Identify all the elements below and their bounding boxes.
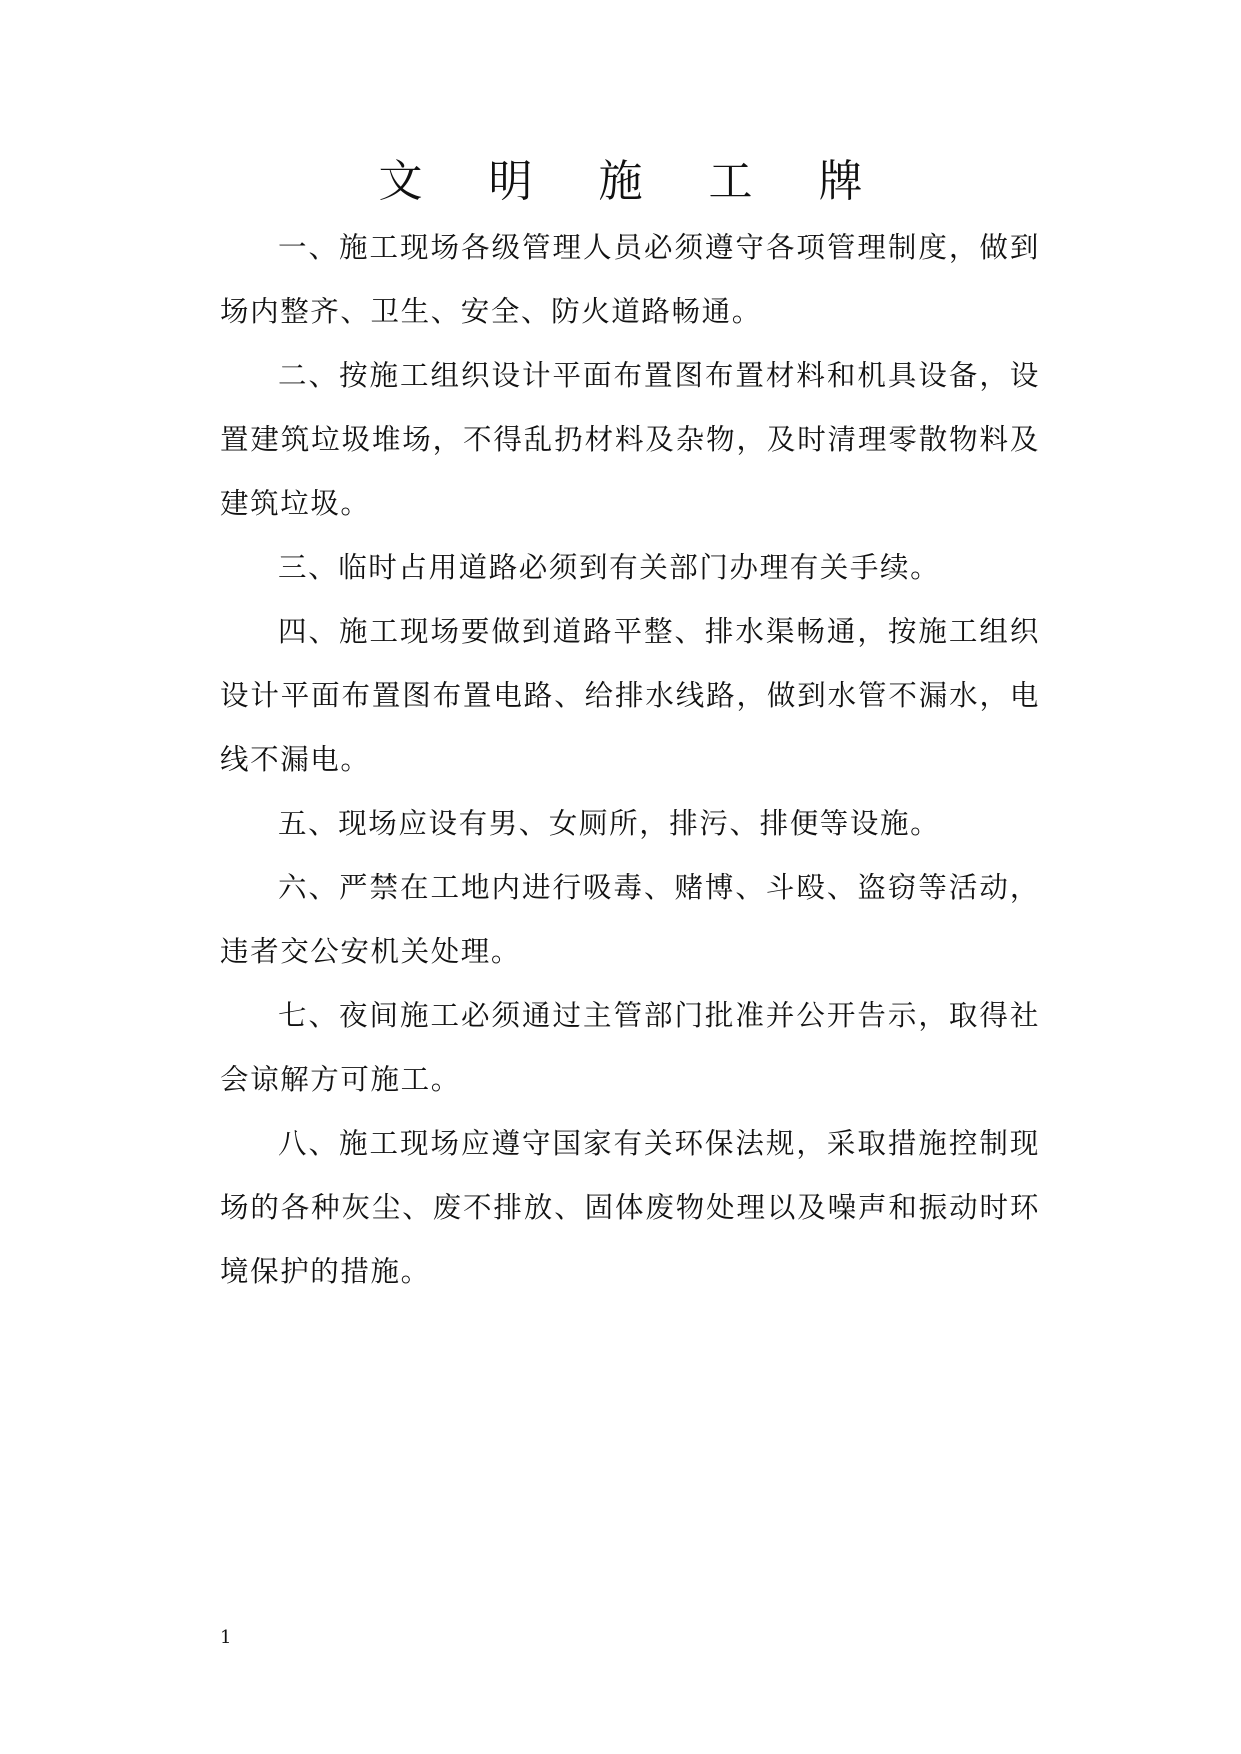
rule-paragraph-2: 二、按施工组织设计平面布置图布置材料和机具设备，设置建筑垃圾堆场，不得乱扔材料及杂物，及时清理零散物料及建筑垃圾。 <box>220 359 1040 520</box>
page-title: 文 明 施 工 牌 <box>378 156 889 207</box>
rule-paragraph-4: 四、施工现场要做到道路平整、排水渠畅通，按施工组织设计平面布置图布置电路、给排水线路，做到水管不漏水，电线不漏电。 <box>220 615 1040 776</box>
rule-paragraph-6: 六、严禁在工地内进行吸毒、赌博、斗殴、盗窃等活动，违者交公安机关处理。 <box>220 871 1040 968</box>
rules-list <box>220 216 1040 1304</box>
rule-paragraph-8: 八、施工现场应遵守国家有关环保法规，采取措施控制现场的各种灰尘、废不排放、固体废物处理以及噪声和振动时环境保护的措施。 <box>220 1127 1040 1288</box>
page-number: 1 <box>220 1627 232 1648</box>
rule-paragraph-7: 七、夜间施工必须通过主管部门批准并公开告示，取得社会谅解方可施工。 <box>220 999 1040 1096</box>
rule-paragraph-3: 三、临时占用道路必须到有关部门办理有关手续。 <box>278 551 941 584</box>
rule-paragraph-5: 五、现场应设有男、女厕所，排污、排便等设施。 <box>278 807 941 840</box>
rule-paragraph-1: 一、施工现场各级管理人员必须遵守各项管理制度，做到场内整齐、卫生、安全、防火道路畅通。 <box>220 231 1040 328</box>
